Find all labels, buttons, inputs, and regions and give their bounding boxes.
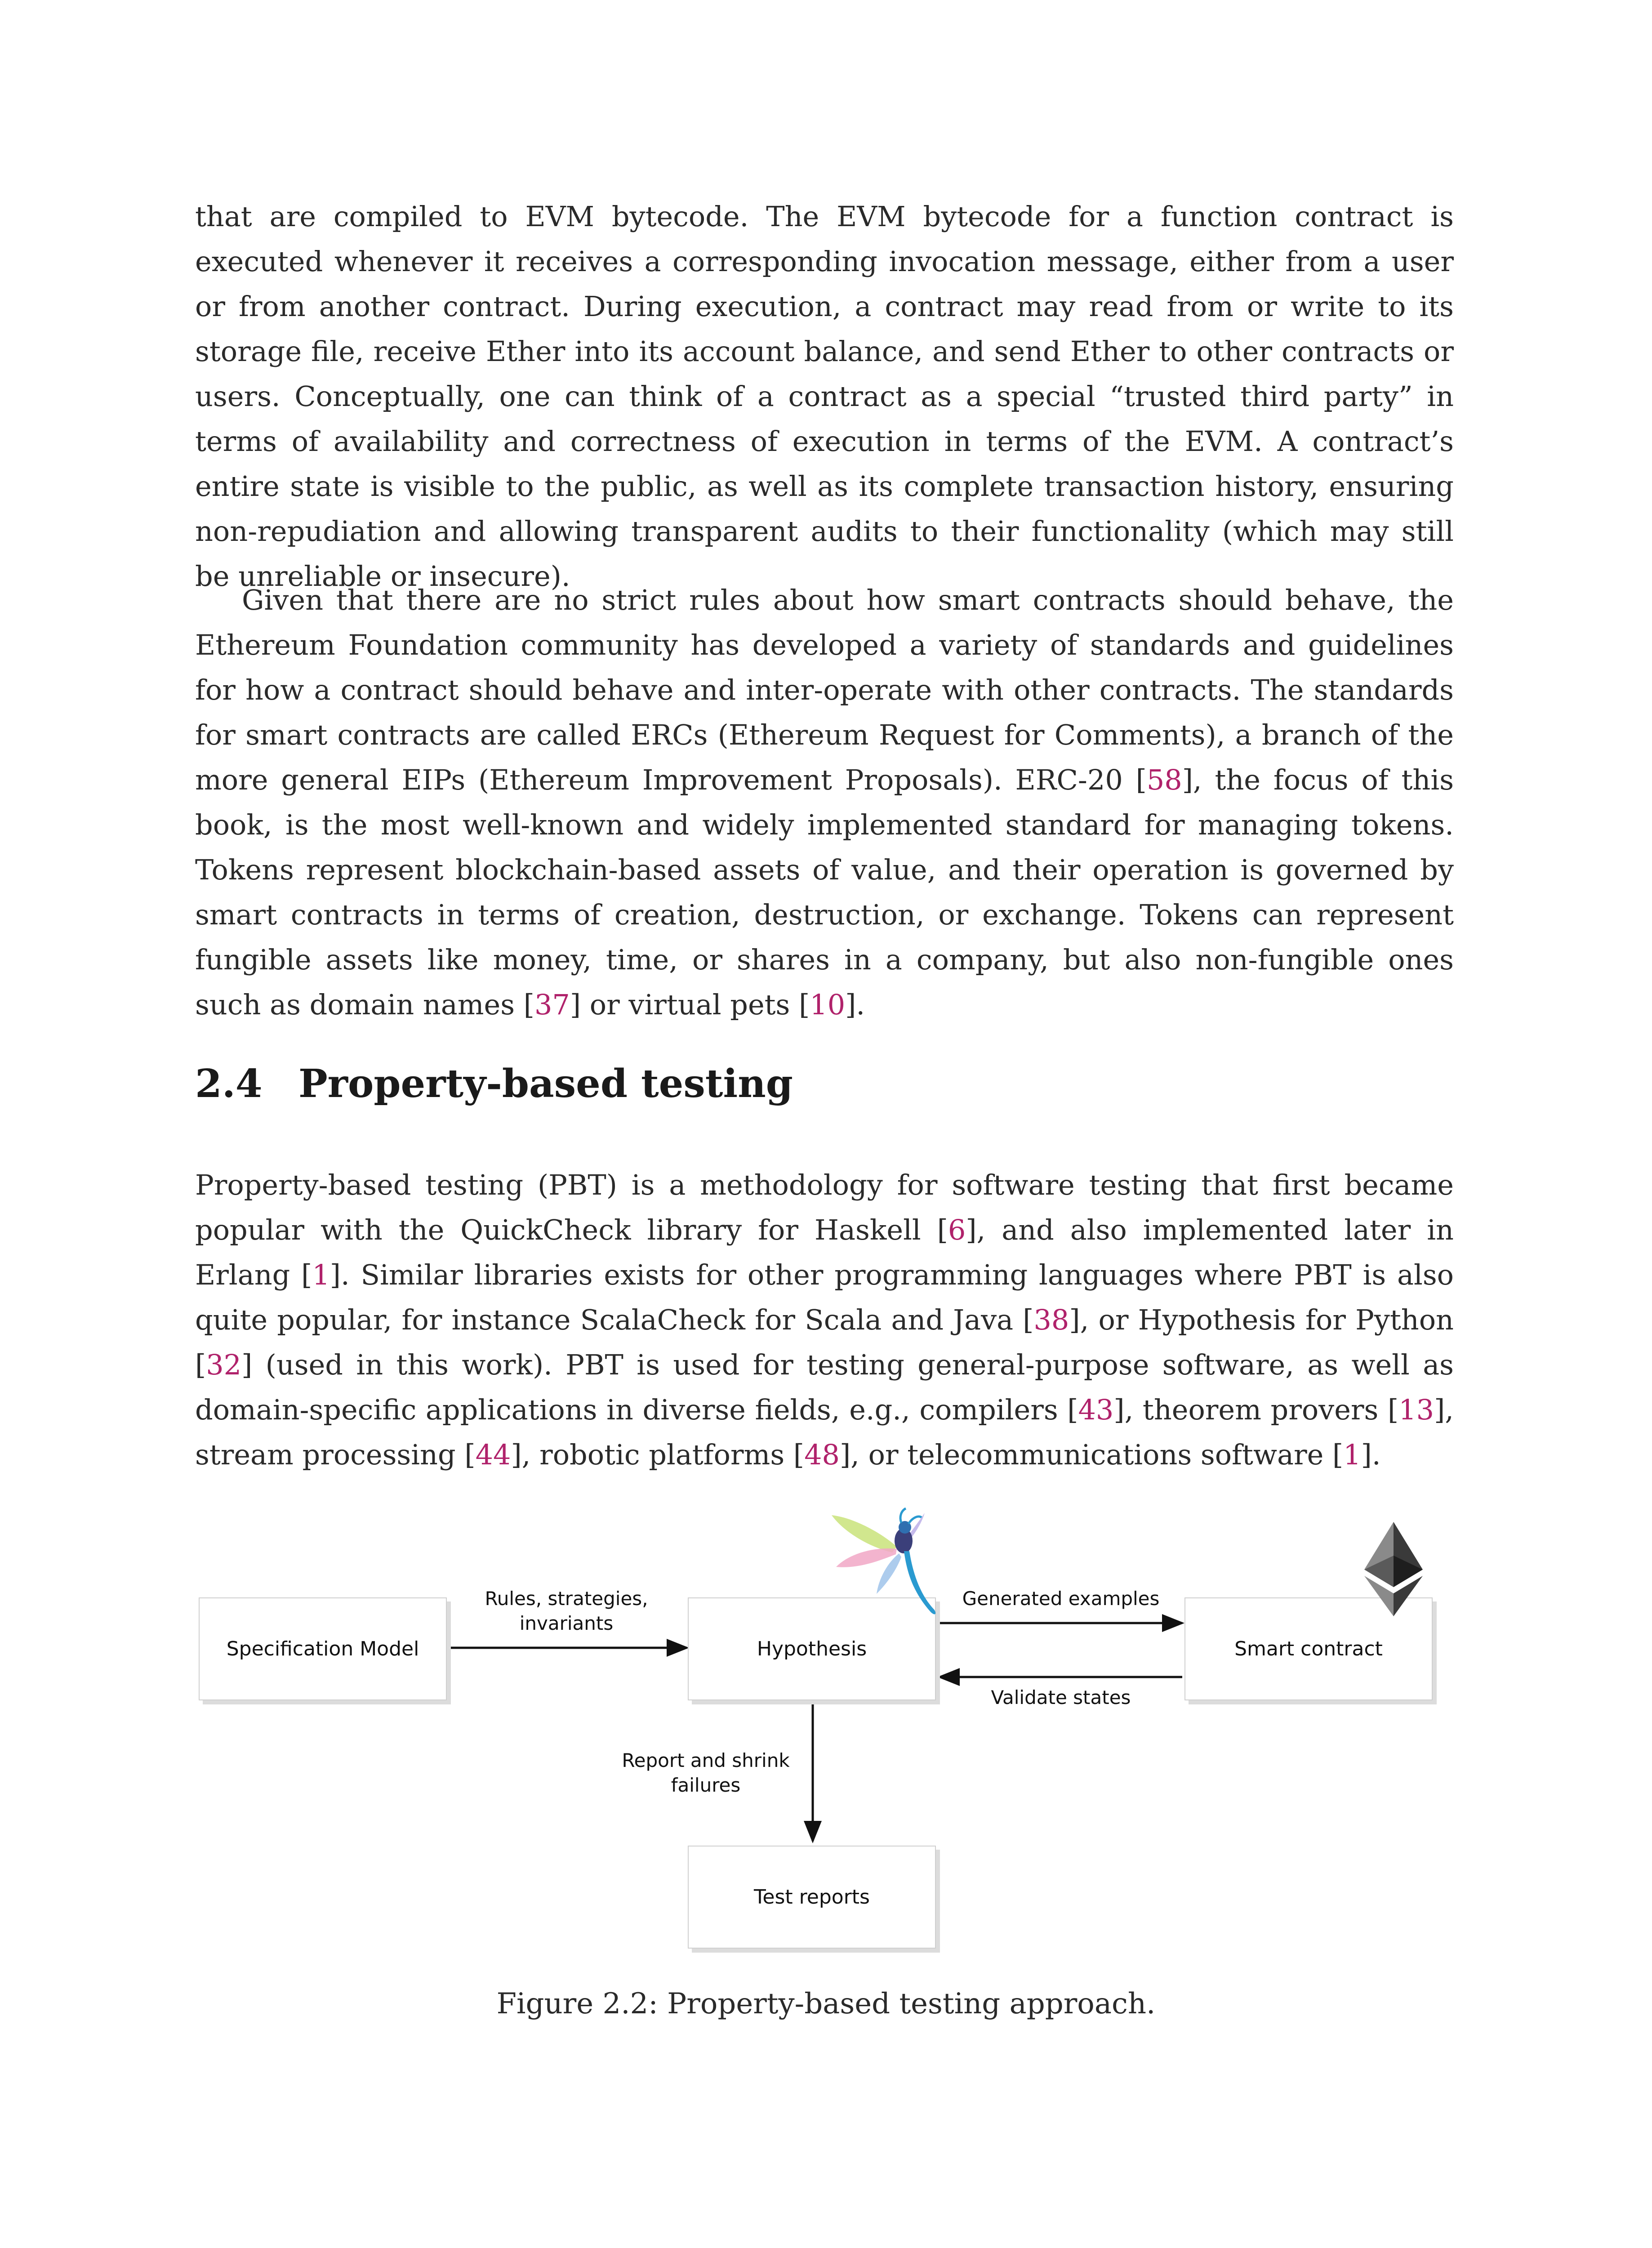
- citation-link[interactable]: 37: [534, 988, 570, 1021]
- smart-contract-label: Smart contract: [1234, 1637, 1383, 1660]
- citation-link[interactable]: 1: [312, 1258, 330, 1291]
- section-title: Property-based testing: [298, 1061, 793, 1106]
- validate-states-label: Validate states: [991, 1686, 1131, 1708]
- citation-link[interactable]: 10: [810, 988, 846, 1021]
- citation-link[interactable]: 43: [1078, 1393, 1114, 1426]
- generated-examples-label: Generated examples: [962, 1588, 1160, 1610]
- figure-caption: Figure 2.2: Property-based testing approach.: [496, 1987, 1156, 2021]
- ethereum-icon: [1364, 1522, 1423, 1616]
- spec-model-box: [199, 1597, 447, 1700]
- spec-model-label: Specification Model: [226, 1637, 419, 1660]
- paragraph-contracts: that are compiled to EVM bytecode. The EVM bytecode for a function contract is executed whenever it receives a corresponding invocation message, either from a user or from another contract. During execution, a contract may read from or write to its storage file, receive Ether into its account balance, and send Ether to other contracts or users. Conceptually, one can think of a contract as a special “trusted third party” in terms of availability and correctness of execution in terms of the EVM. A contract’s entire state is visible to the public, as well as its complete transaction history, ensuring non-repudiation and allowing transparent audits to their functionality (which may still be unreliable or insecure).: [195, 200, 1454, 593]
- citation-link[interactable]: 32: [206, 1348, 242, 1381]
- citation-link[interactable]: 6: [948, 1213, 966, 1246]
- test-reports-box: [688, 1846, 936, 1949]
- citation-link[interactable]: 38: [1033, 1303, 1069, 1336]
- paragraph-pbt: Property-based testing (PBT) is a methodology for software testing that first became popular with the QuickCheck library for Haskell [6], and also implemented later in Erlang [1]. Similar libraries exists for other programming languages where PBT is also quite popular, for instance ScalaCheck for Scala and Java [38], or Hypothesis for Python [32] (used in this work). PBT is used for testing general-purpose software, as well as domain-specific applications in diverse fields, e.g., compilers [43], theorem provers [13], stream processing [44], robotic platforms [48], or telecommunications software [1].: [195, 1169, 1454, 1471]
- rules-label: Rules, strategies, invariants: [485, 1588, 648, 1634]
- citation-link[interactable]: 58: [1146, 763, 1182, 796]
- citation-link[interactable]: 44: [475, 1438, 511, 1471]
- citation-link[interactable]: 13: [1398, 1393, 1434, 1426]
- dragonfly-icon: [825, 1504, 942, 1623]
- report-shrink-label: Report and shrink failures: [622, 1749, 790, 1796]
- hypothesis-label: Hypothesis: [757, 1637, 867, 1660]
- citation-link[interactable]: 48: [804, 1438, 840, 1471]
- citation-link[interactable]: 1: [1343, 1438, 1361, 1471]
- paragraph-standards: Given that there are no strict rules about how smart contracts should behave, the Ethereum Foundation community has developed a variety of standards and guidelines for how a contract should behave and inter-operate with other contracts. The standards for smart contracts are called ERCs (Ethereum Request for Comments), a branch of the more general EIPs (Ethereum Improvement Proposals). ERC-20 [58], the focus of this book, is the most well-known and widely implemented standard for managing tokens. Tokens represent blockchain-based assets of value, and their operation is governed by smart contracts in terms of creation, destruction, or exchange. Tokens can represent fungible assets like money, time, or shares in a company, but also non-fungible ones such as domain names [37] or virtual pets [10].: [195, 584, 1454, 1021]
- section-number: 2.4: [195, 1061, 263, 1106]
- test-reports-label: Test reports: [754, 1886, 870, 1909]
